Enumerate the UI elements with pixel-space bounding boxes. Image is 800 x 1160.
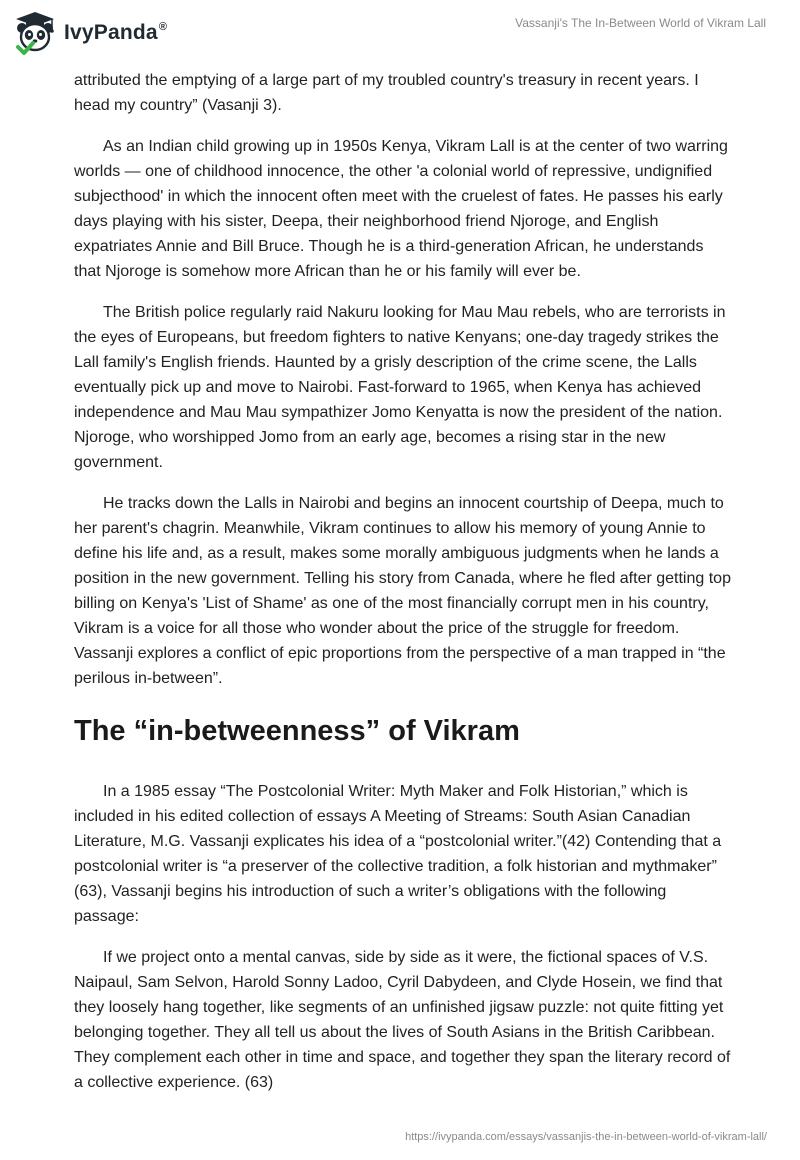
document-title: Vassanji's The In-Between World of Vikram Lall: [515, 16, 766, 30]
brand-name: [64, 21, 167, 45]
brand-logo[interactable]: [12, 10, 167, 56]
brand-name-text: IvyPanda: [64, 21, 158, 44]
page-header: [0, 0, 800, 60]
panda-mascot-icon: [12, 10, 58, 56]
registered-mark: ®: [158, 21, 168, 33]
paragraph-continuation: attributed the emptying of a large part of my troubled country's treasury in recent years. I head my country” (Vasanji 3).: [74, 72, 699, 114]
block-quote-paragraph: If we project onto a mental canvas, side by side as it were, the fictional spaces of V.S. Naipaul, Sam Selvon, Harold Sonny Ladoo, Cyril Dabydeen, and Clyde Hosein, we find that they loosely hang together, like segments of an unfinished jigsaw puzzle: not quite fitting yet belonging together. They all tell us about the lives of South Asians in the British Caribbean. They complement each other in time and space, and together they span the literary record of a collective experience. (63): [74, 949, 731, 1091]
section-heading: The “in-betweenness” of Vikram: [74, 715, 520, 747]
paragraph: As an Indian child growing up in 1950s Kenya, Vikram Lall is at the center of two warring worlds — one of childhood innocence, the other 'a colonial world of repressive, undignified subjecthood' in which the innocent often meet with the cruelest of fates. He passes his early days playing with his sister, Deepa, their neighborhood friend Njoroge, and English expatriates Annie and Bill Bruce. Though he is a third-generation African, he understands that Njoroge is somehow more African than he or his family will ever be.: [74, 138, 728, 280]
source-url[interactable]: https://ivypanda.com/essays/vassanjis-the-in-between-world-of-vikram-lall/: [405, 1131, 767, 1143]
paragraph: In a 1985 essay “The Postcolonial Writer: Myth Maker and Folk Historian,” which is included in his edited collection of essays A Meeting of Streams: South Asian Canadian Literature, M.G. Vassanji explicates his idea of a “postcolonial writer.”(42) Contending that a postcolonial writer is “a preserver of the collective tradition, a folk historian and mythmaker” (63), Vassanji begins his introduction of such a writer’s obligations with the following passage:: [74, 783, 722, 925]
paragraph: The British police regularly raid Nakuru looking for Mau Mau rebels, who are terrorists in the eyes of Europeans, but freedom fighters to native Kenyans; one-day tragedy strikes the Lall family's English friends. Haunted by a grisly description of the crime scene, the Lalls eventually pick up and move to Nairobi. Fast-forward to 1965, when Kenya has achieved independence and Mau Mau sympathizer Jomo Kenyatta is now the president of the nation. Njoroge, who worshipped Jomo from an early age, becomes a rising star in the new government.: [74, 304, 726, 471]
paragraph: He tracks down the Lalls in Nairobi and begins an innocent courtship of Deepa, much to her parent's chagrin. Meanwhile, Vikram continues to allow his memory of young Annie to define his life and, as a result, makes some morally ambiguous judgments when he lands a position in the new government. Telling his story from Canada, where he fled after getting top billing on Kenya's 'List of Shame' as one of the most financially corrupt men in his country, Vikram is a voice for all those who wonder about the price of the struggle for freedom. Vassanji explores a conflict of epic proportions from the perspective of a man trapped in “the perilous in-between”.: [74, 495, 731, 687]
article-body: [74, 68, 734, 1111]
